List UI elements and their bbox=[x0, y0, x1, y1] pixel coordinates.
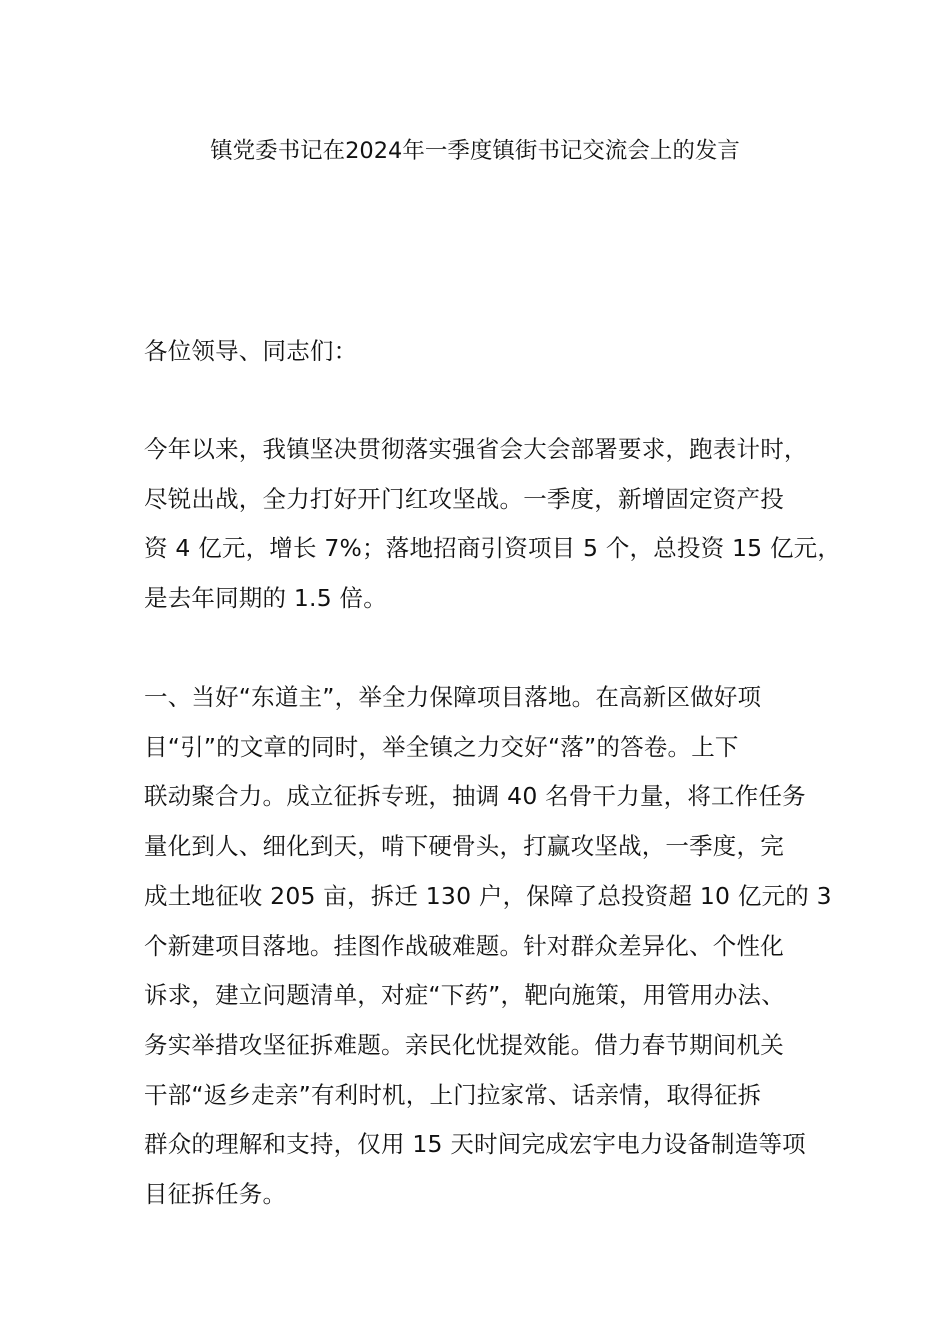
paragraph-line: 务实举措攻坚征拆难题。亲民化忧提效能。借力春节期间机关 bbox=[144, 1030, 784, 1059]
paragraph-line: 量化到人、细化到天，啃下硬骨头，打赢攻坚战，一季度，完 bbox=[144, 832, 784, 861]
paragraph-line: 目“引”的文章的同时，举全镇之力交好“落”的答卷。上下 bbox=[144, 732, 739, 761]
paragraph-line: 诉求，建立问题清单，对症“下药”，靶向施策，用管用办法、 bbox=[144, 981, 785, 1010]
paragraph-line: 联动聚合力。成立征拆专班，抽调 40 名骨干力量，将工作任务 bbox=[144, 782, 806, 811]
paragraph-line: 是去年同期的 1.5 倍。 bbox=[144, 584, 387, 613]
paragraph-line: 目征拆任务。 bbox=[144, 1180, 287, 1209]
document-title: 镇党委书记在2024年一季度镇街书记交流会上的发言 bbox=[210, 138, 740, 164]
paragraph-line: 尽锐出战，全力打好开门红攻坚战。一季度，新增固定资产投 bbox=[144, 484, 784, 513]
salutation: 各位领导、同志们： bbox=[144, 337, 358, 365]
paragraph-line: 个新建项目落地。挂图作战破难题。针对群众差异化、个性化 bbox=[144, 931, 784, 960]
paragraph-line: 资 4 亿元，增长 7%；落地招商引资项目 5 个，总投资 15 亿元， bbox=[144, 534, 842, 563]
paragraph-line: 一、当好“东道主”，举全力保障项目落地。在高新区做好项 bbox=[144, 683, 762, 711]
paragraph-line: 群众的理解和支持，仅用 15 天时间完成宏宇电力设备制造等项 bbox=[144, 1130, 806, 1159]
paragraph-section-one bbox=[144, 673, 832, 1220]
paragraph-line: 成土地征收 205 亩，拆迁 130 户，保障了总投资超 10 亿元的 3 bbox=[144, 881, 832, 910]
paragraph-line: 今年以来，我镇坚决贯彻落实强省会大会部署要求，跑表计时， bbox=[144, 435, 808, 463]
paragraph-line: 干部“返乡走亲”有利时机，上门拉家常、话亲情，取得征拆 bbox=[144, 1080, 762, 1109]
paragraph-intro bbox=[144, 425, 842, 624]
